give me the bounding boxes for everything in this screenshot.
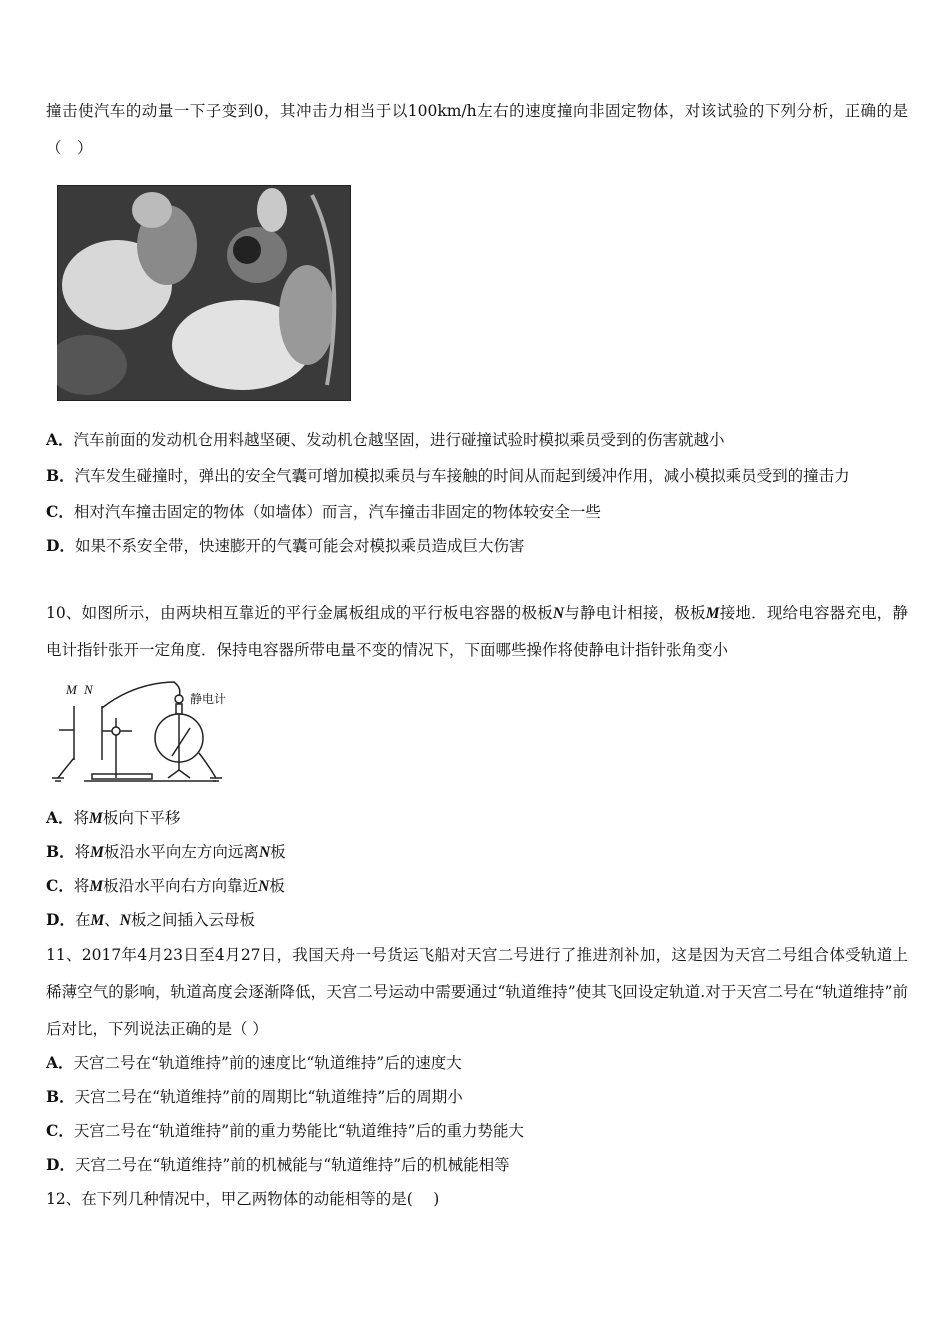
option-text: 板沿水平向左方向远离 xyxy=(103,843,259,861)
symbol-n: N xyxy=(119,912,131,929)
label-n: N xyxy=(84,682,93,697)
option-text: 如果不系安全带，快速膨开的气囊可能会对模拟乘员造成巨大伤害 xyxy=(74,537,525,555)
option-text: 天宫二号在“轨道维持”前的周期比“轨道维持”后的周期小 xyxy=(74,1088,463,1106)
option-text: 天宫二号在“轨道维持”前的机械能与“轨道维持”后的机械能相等 xyxy=(74,1156,510,1174)
option-text: 在 xyxy=(74,911,91,929)
stem-text: 与静电计相接，极板 xyxy=(564,604,706,622)
option-label: D． xyxy=(46,910,75,929)
crash-test-photo xyxy=(57,185,351,401)
q10-option-c[interactable] xyxy=(46,869,908,903)
option-label: C． xyxy=(46,876,74,895)
option-text: 汽车发生碰撞时，弹出的安全气囊可增加模拟乘员与车接触的时间从而起到缓冲作用，减小模拟乘员受到的撞击力 xyxy=(74,467,850,485)
q10-option-b[interactable] xyxy=(46,835,908,869)
q11-option-c[interactable] xyxy=(46,1114,908,1148)
option-text: 将 xyxy=(74,843,91,861)
option-label: A． xyxy=(46,808,74,827)
symbol-m: M xyxy=(89,810,103,827)
option-label: C． xyxy=(46,1121,74,1140)
option-label: C． xyxy=(46,502,74,521)
option-text: 汽车前面的发动机仓用料越坚硬、发动机仓越坚固，进行碰撞试验时模拟乘员受到的伤害就越小 xyxy=(73,431,725,449)
option-label: A． xyxy=(46,430,74,449)
symbol-m: M xyxy=(90,844,104,861)
option-text: 板 xyxy=(269,877,285,895)
option-label: D． xyxy=(46,1155,75,1174)
option-text: 板沿水平向右方向靠近 xyxy=(103,877,259,895)
symbol-n: N xyxy=(258,878,270,895)
option-text: 、 xyxy=(104,911,120,929)
option-text: 天宫二号在“轨道维持”前的重力势能比“轨道维持”后的重力势能大 xyxy=(73,1122,525,1140)
option-label: B． xyxy=(46,466,75,485)
q10-option-a[interactable] xyxy=(46,801,908,835)
q9-stem: 撞击使汽车的动量一下子变到0，其冲击力相当于以100km/h左右的速度撞向非固定物体，对该试验的下列分析，正确的是（ ） xyxy=(46,102,908,157)
option-label: B． xyxy=(46,1087,75,1106)
symbol-n: N xyxy=(258,844,271,861)
q11-stem: 11、2017年4月23日至4月27日，我国天舟一号货运飞船对天宫二号进行了推进剂补加，这是因为天宫二号组合体受轨道上稀薄空气的影响，轨道高度会逐渐降低，天宫二号运动中需要通过“轨道维持”使其飞回设定轨道.对于天宫二号在“轨道维持”前后对比，下列说法正确的是（ ） xyxy=(46,946,908,1038)
q9-option-b[interactable] xyxy=(46,457,908,495)
symbol-n: N xyxy=(552,605,565,622)
q9-option-a[interactable] xyxy=(46,423,908,457)
stem-text: 10、如图所示，由两块相互靠近的平行金属板组成的平行板电容器的极板 xyxy=(46,604,553,622)
label-m: M xyxy=(66,682,77,697)
q10-option-d[interactable] xyxy=(46,903,908,937)
q11-option-d[interactable] xyxy=(46,1148,908,1182)
symbol-m: M xyxy=(705,605,720,622)
option-text: 板之间插入云母板 xyxy=(130,911,255,929)
symbol-m: M xyxy=(89,878,104,895)
option-text: 将 xyxy=(73,809,90,827)
option-label: B． xyxy=(46,842,75,861)
q11-option-b[interactable] xyxy=(46,1080,908,1114)
option-text: 板向下平移 xyxy=(102,809,181,827)
q9-option-d[interactable] xyxy=(46,529,908,563)
q10-stem xyxy=(46,595,908,669)
symbol-m: M xyxy=(90,912,105,929)
option-text: 天宫二号在“轨道维持”前的速度比“轨道维持”后的速度大 xyxy=(73,1054,462,1072)
q11-option-a[interactable] xyxy=(46,1046,908,1080)
q12-stem: 12、在下列几种情况中，甲乙两物体的动能相等的是( ) xyxy=(46,1190,440,1208)
electroscope-diagram xyxy=(44,678,239,788)
option-label: D． xyxy=(46,536,75,555)
option-label: A． xyxy=(46,1053,74,1072)
option-text: 板 xyxy=(270,843,286,861)
option-text: 相对汽车撞击固定的物体（如墙体）而言，汽车撞击非固定的物体较安全一些 xyxy=(73,503,601,521)
stem-text: 接地．现给电容器充电，静电计指针张开一定角度．保持电容器所带电量不变的情况下，下面哪些操作将使静电计指针张角变小 xyxy=(46,604,908,659)
label-electroscope: 静电计 xyxy=(190,692,227,706)
option-text: 将 xyxy=(73,877,90,895)
q9-option-c[interactable] xyxy=(46,495,908,529)
